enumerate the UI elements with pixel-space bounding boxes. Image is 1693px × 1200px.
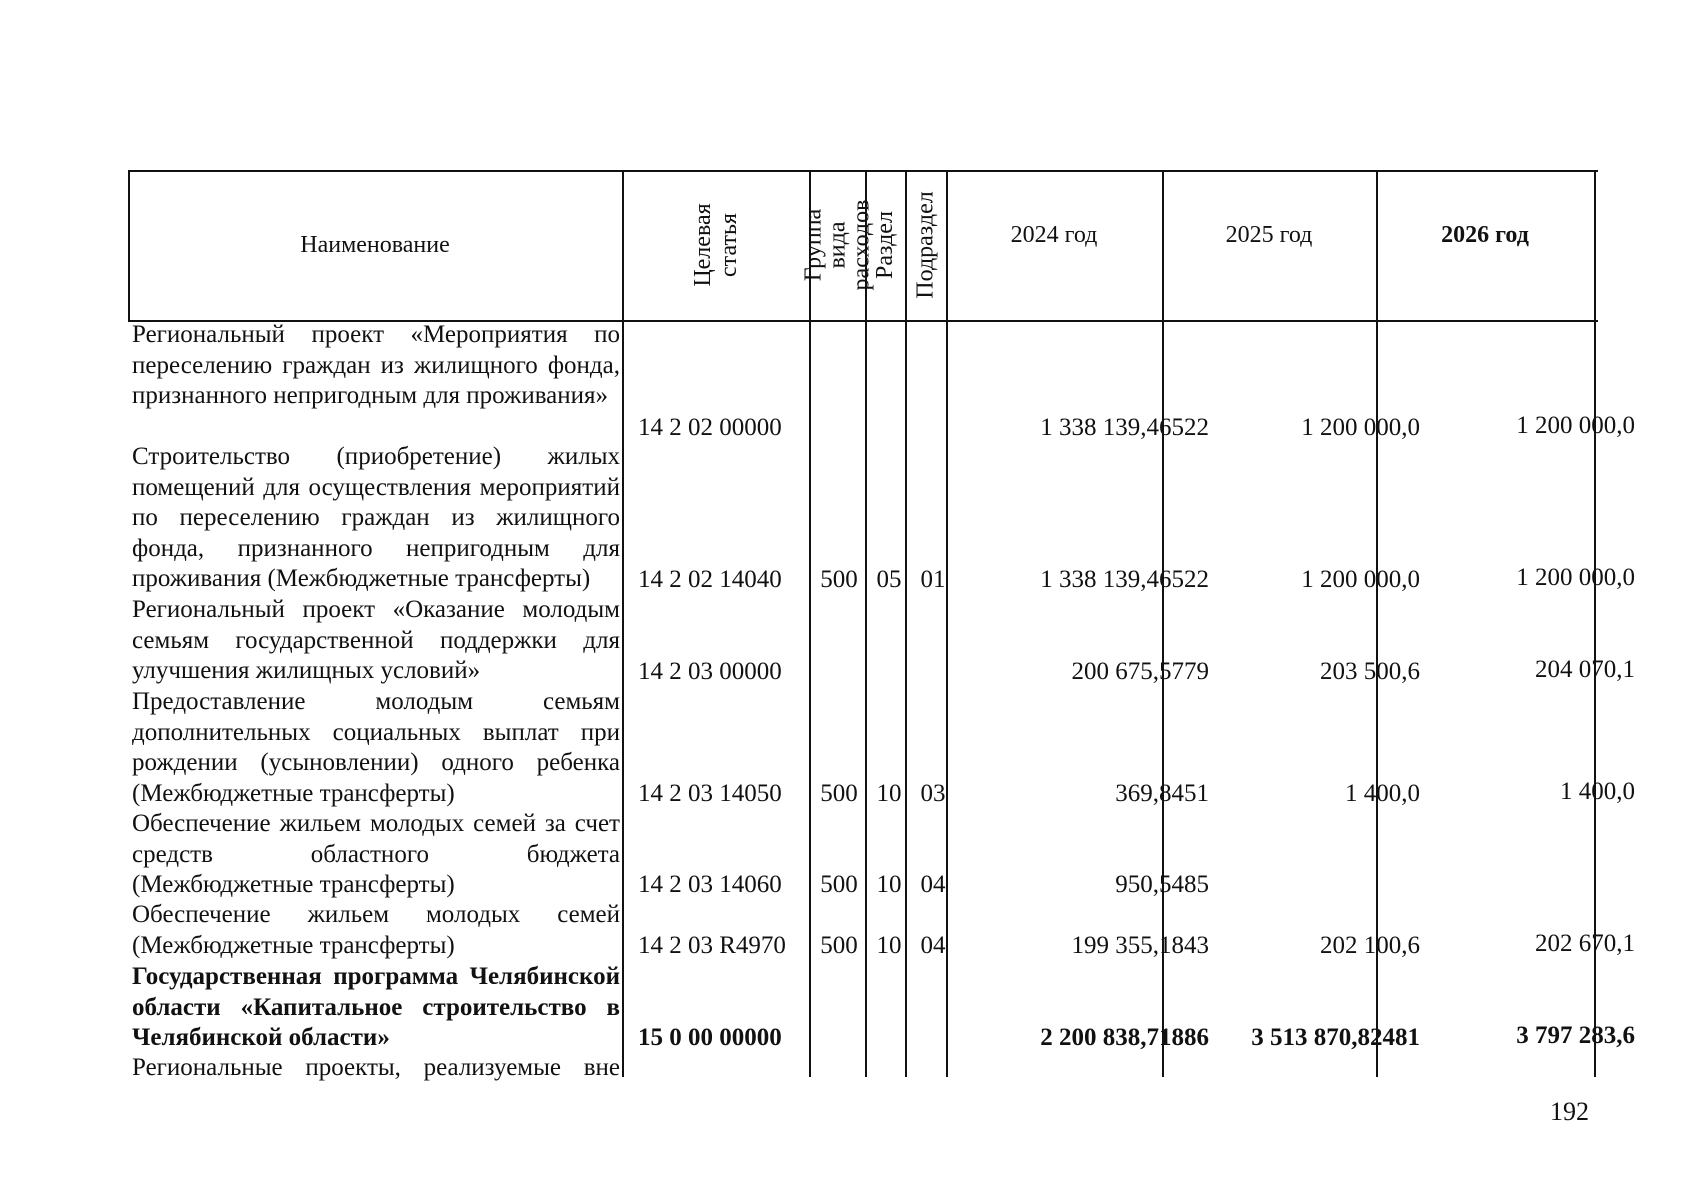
row-code: 15 0 00 00000 bbox=[638, 1024, 782, 1051]
row-subsection: 01 bbox=[920, 566, 946, 593]
row-code: 14 2 02 14040 bbox=[638, 566, 782, 593]
row-2026: 202 670,1 bbox=[1535, 930, 1635, 957]
header-group bbox=[800, 170, 875, 320]
row-2025: 3 513 870,82481 bbox=[1251, 1024, 1420, 1051]
row-name: Региональный проект «Мероприятия по переселению граждан из жилищного фонда, признанного непригодным для проживания» bbox=[132, 321, 620, 409]
row-2024: 1 338 139,46522 bbox=[1040, 566, 1209, 593]
row-group: 500 bbox=[820, 566, 858, 593]
row-group: 500 bbox=[820, 780, 858, 807]
row-2024: 200 675,5779 bbox=[1071, 658, 1209, 685]
row-group: 500 bbox=[820, 932, 858, 959]
header-2026 bbox=[1376, 170, 1594, 300]
row-2025: 203 500,6 bbox=[1320, 658, 1420, 685]
row-group: 500 bbox=[820, 871, 858, 898]
row-2026: 204 070,1 bbox=[1535, 656, 1635, 683]
row-subsection: 04 bbox=[920, 932, 946, 959]
header-2024-label: 2024 год bbox=[1010, 222, 1098, 248]
row-section: 10 bbox=[876, 871, 902, 898]
budget-table bbox=[128, 170, 1635, 1081]
header-group-label: Группа вида расходов bbox=[800, 199, 875, 291]
row-2025: 1 200 000,0 bbox=[1301, 566, 1420, 593]
page-number: 192 bbox=[1550, 1097, 1589, 1126]
header-section bbox=[865, 170, 905, 320]
header-subsection-label: Подраздел bbox=[912, 191, 939, 299]
header-2024 bbox=[946, 170, 1162, 300]
row-2025: 1 400,0 bbox=[1345, 780, 1420, 807]
row-2024: 950,5485 bbox=[1115, 871, 1209, 898]
header-name-label: Наименование bbox=[300, 232, 450, 258]
row-2026: 1 400,0 bbox=[1560, 778, 1635, 805]
row-name: Региональный проект «Оказание молодым семьям государственной поддержки для улучшения жилищных условий» bbox=[132, 596, 620, 684]
header-subsection bbox=[905, 170, 946, 320]
row-code: 14 2 03 00000 bbox=[638, 658, 782, 685]
row-section: 05 bbox=[876, 566, 902, 593]
row-section: 10 bbox=[876, 932, 902, 959]
row-name: Региональные проекты, реализуемые вне bbox=[132, 1054, 620, 1081]
header-target bbox=[622, 170, 809, 320]
row-code: 14 2 03 14050 bbox=[638, 780, 782, 807]
row-code: 14 2 03 R4970 bbox=[638, 932, 786, 959]
row-name: Обеспечение жильем молодых семей (Межбюджетные трансферты) bbox=[132, 901, 620, 959]
row-name: Предоставление молодым семьям дополнительных социальных выплат при рождении (усыновлении) одного ребенка (Межбюджетные трансферты) bbox=[132, 688, 620, 807]
row-2026: 1 200 000,0 bbox=[1516, 412, 1635, 439]
row-subsection: 04 bbox=[920, 871, 946, 898]
row-2026: 3 797 283,6 bbox=[1516, 1022, 1635, 1049]
row-2024: 199 355,1843 bbox=[1071, 932, 1209, 959]
row-2024: 1 338 139,46522 bbox=[1040, 414, 1209, 441]
row-2024: 2 200 838,71886 bbox=[1040, 1024, 1209, 1051]
header-2025-label: 2025 год bbox=[1225, 222, 1313, 248]
row-2024: 369,8451 bbox=[1115, 780, 1209, 807]
row-code: 14 2 03 14060 bbox=[638, 871, 782, 898]
header-name bbox=[128, 170, 622, 320]
header-target-label: Целевая статья bbox=[689, 203, 742, 287]
row-code: 14 2 02 00000 bbox=[638, 414, 782, 441]
row-subsection: 03 bbox=[920, 780, 946, 807]
header-2025 bbox=[1162, 170, 1376, 300]
row-section: 10 bbox=[876, 780, 902, 807]
row-name: Государственная программа Челябинской области «Капитальное строительство в Челябинской области» bbox=[132, 963, 620, 1051]
header-2026-label: 2026 год bbox=[1441, 222, 1529, 248]
row-2025: 1 200 000,0 bbox=[1301, 414, 1420, 441]
row-name: Строительство (приобретение) жилых помещений для осуществления мероприятий по переселению граждан из жилищного фонда, признанного непригодным для проживания (Межбюджетные трансферты) bbox=[132, 443, 620, 592]
row-2025: 202 100,6 bbox=[1320, 932, 1420, 959]
row-name: Обеспечение жильем молодых семей за счет средств областного бюджета (Межбюджетные трансферты) bbox=[132, 810, 620, 898]
row-2026: 1 200 000,0 bbox=[1516, 564, 1635, 591]
header-section-label: Раздел bbox=[872, 211, 899, 279]
